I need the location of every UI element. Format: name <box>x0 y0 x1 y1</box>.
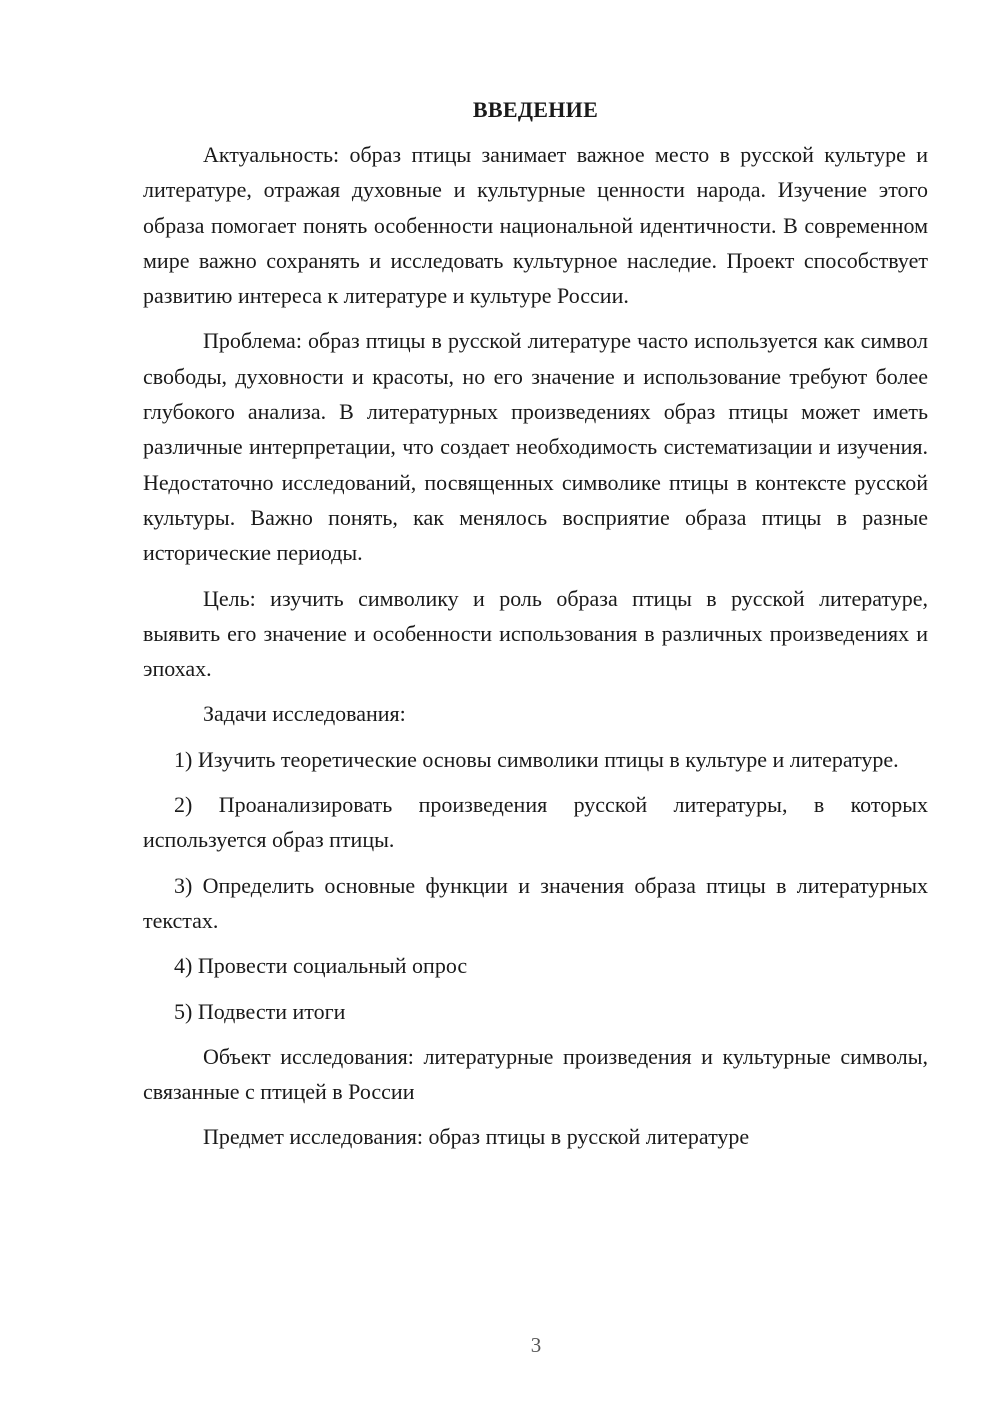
page-number: 3 <box>530 1333 542 1357</box>
object-paragraph: Объект исследования: литературные произведения и культурные символы, связанные с птицей в России <box>143 1043 928 1105</box>
task-item: 4) Провести социальный опрос <box>174 953 468 979</box>
document-page <box>143 95 928 1165</box>
relevance-paragraph: Актуальность: образ птицы занимает важное место в русской культуре и литературе, отражая духовные и культурные ценности народа. Изучение этого образа помогает понять особенности национальной идентичности. В современном мире важно сохранять и исследовать культурное наследие. Проект способствует развитию интереса к литературе и культуре России. <box>143 142 928 309</box>
subject-paragraph: Предмет исследования: образ птицы в русской литературе <box>203 1124 750 1150</box>
task-item: 5) Подвести итоги <box>174 998 346 1024</box>
task-item: 1) Изучить теоретические основы символики птицы в культуре и литературе. <box>174 746 899 772</box>
tasks-heading: Задачи исследования: <box>203 701 406 727</box>
problem-paragraph: Проблема: образ птицы в русской литературе часто используется как символ свободы, духовности и красоты, но его значение и использование требуют более глубокого анализа. В литературных произведениях образ птицы может иметь различные интерпретации, что создает необходимость систематизации и изучения. Недостаточно исследований, посвященных символике птицы в контексте русской культуры. Важно понять, как менялось восприятие образа птицы в разные исторические периоды. <box>143 328 928 566</box>
task-item: 2) Проанализировать произведения русской литературы, в которых используется образ птицы. <box>143 792 928 853</box>
goal-paragraph: Цель: изучить символику и роль образа птицы в русской литературе, выявить его значение и особенности использования в различных произведениях и эпохах. <box>143 585 928 682</box>
task-item: 3) Определить основные функции и значения образа птицы в литературных текстах. <box>143 872 928 933</box>
tasks-list <box>143 742 928 1029</box>
page-title: ВВЕДЕНИЕ <box>472 97 599 122</box>
